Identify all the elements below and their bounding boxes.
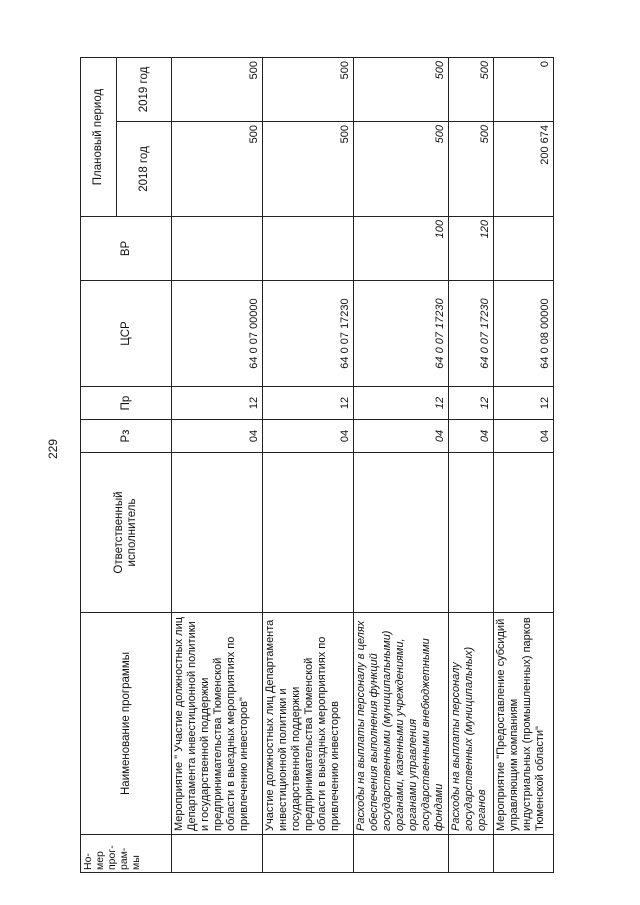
row-2018: 500 — [449, 122, 494, 217]
row-number — [449, 835, 494, 873]
header-rz: Рз — [81, 420, 172, 453]
row-vr — [263, 217, 354, 281]
header-number: Но-мер прог-рам-мы — [81, 835, 172, 873]
row-rz: 04 — [172, 420, 263, 453]
table-row — [449, 57, 494, 872]
row-csr: 64 0 07 00000 — [172, 281, 263, 387]
row-name: Расходы на выплаты персоналу в целях обеспечения выполнения функций государственными (муниципальными) органами, казенными учреждениями, органами управления государственными внебюджетными фондами — [354, 613, 449, 835]
header-vr: ВР — [81, 217, 172, 281]
row-pr: 12 — [354, 387, 449, 420]
header-year-2018: 2018 год — [117, 122, 172, 217]
row-name: Мероприятие "Предоставление субсидий управляющим компаниям индустриальных (промышленных) парков Тюменской области" — [494, 613, 554, 835]
row-csr: 64 0 07 17230 — [263, 281, 354, 387]
row-number — [263, 835, 354, 873]
row-rz: 04 — [263, 420, 354, 453]
rotated-page — [80, 25, 615, 875]
row-2018: 500 — [263, 122, 354, 217]
row-vr — [172, 217, 263, 281]
row-csr: 64 0 07 17230 — [354, 281, 449, 387]
row-vr — [494, 217, 554, 281]
row-rz: 04 — [494, 420, 554, 453]
row-2019: 500 — [263, 57, 354, 121]
page-number: 229 — [46, 438, 60, 460]
table-row — [172, 57, 263, 872]
row-2018: 500 — [354, 122, 449, 217]
row-2019: 0 — [494, 57, 554, 121]
row-pr: 12 — [263, 387, 354, 420]
header-program-name: Наименование программы — [81, 613, 172, 835]
table-row — [494, 57, 554, 872]
row-rz: 04 — [449, 420, 494, 453]
row-2019: 500 — [354, 57, 449, 121]
row-2019: 500 — [449, 57, 494, 121]
header-year-2019: 2019 год — [117, 57, 172, 121]
row-executor — [354, 453, 449, 613]
row-executor — [449, 453, 494, 613]
row-number — [494, 835, 554, 873]
row-pr: 12 — [172, 387, 263, 420]
table-row — [263, 57, 354, 872]
row-number — [354, 835, 449, 873]
row-executor — [172, 453, 263, 613]
row-2019: 500 — [172, 57, 263, 121]
row-executor — [494, 453, 554, 613]
table-row — [354, 57, 449, 872]
row-pr: 12 — [494, 387, 554, 420]
row-2018: 200 674 — [494, 122, 554, 217]
row-vr: 100 — [354, 217, 449, 281]
header-csr: ЦСР — [81, 281, 172, 387]
row-number — [172, 835, 263, 873]
row-name: Мероприятие " Участие должностных лиц Департамента инвестиционной политики и государственной поддержки предпринимательства Тюменской области в выездных мероприятиях по привлечению инвесторов" — [172, 613, 263, 835]
row-name: Участие должностных лиц Департамента инвестиционной политики и государственной поддержки предпринимательства Тюменской области в выездных мероприятиях по привлечению инвесторов — [263, 613, 354, 835]
row-executor — [263, 453, 354, 613]
header-executor: Ответственный исполнитель — [81, 453, 172, 613]
budget-table — [80, 57, 554, 873]
header-pr: Пр — [81, 387, 172, 420]
row-pr: 12 — [449, 387, 494, 420]
header-planned-period: Плановый период — [81, 57, 117, 216]
row-csr: 64 0 08 00000 — [494, 281, 554, 387]
row-name: Расходы на выплаты персоналу государственных (муниципальных) органов — [449, 613, 494, 835]
row-csr: 64 0 07 17230 — [449, 281, 494, 387]
row-2018: 500 — [172, 122, 263, 217]
row-rz: 04 — [354, 420, 449, 453]
row-vr: 120 — [449, 217, 494, 281]
